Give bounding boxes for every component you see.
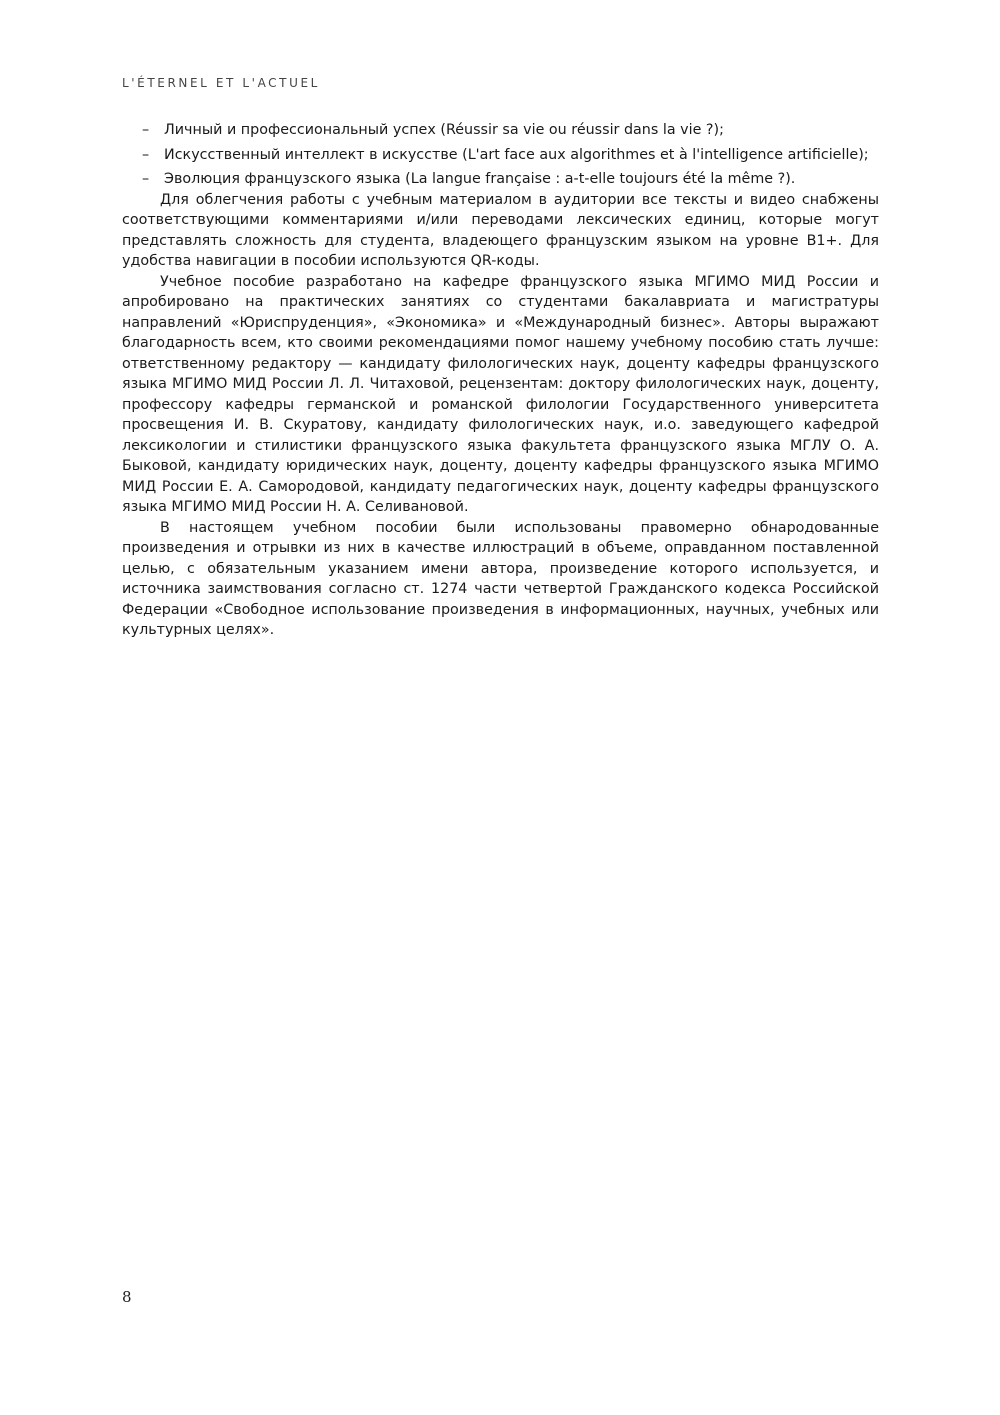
list-item (122, 169, 879, 190)
paragraph-copyright: В настоящем учебном пособии были использованы правомерно обнародованные произведения и отрывки из них в качестве иллюстраций в объеме, оправданном поставленной целью, с обязательным указанием имени автора, произведение которого используется, и источника заимствования согласно ст. 1274 части четвертой Гражданского кодекса Российской Федерации «Свободное использование произведения в информационных, научных, учебных или культурных целях». (122, 519, 879, 638)
paragraph-navigation: Для облегчения работы с учебным материалом в аудитории все тексты и видео снабжены соответствующими комментариями и/или переводами лексических единиц, которые могут представлять сложность для студента, владеющего французским языком на уровне B1+. Для удобства навигации в пособии используются QR-коды. (122, 191, 879, 269)
paragraph-acknowledgements: Учебное пособие разработано на кафедре французского языка МГИМО МИД России и апробировано на практических занятиях со студентами бакалавриата и магистратуры направлений «Юриспруденция», «Экономика» и «Международный бизнес». Авторы выражают благодарность всем, кто своими рекомендациями помог нашему учебному пособию стать лучше: ответственному редактору — кандидату филологических наук, доценту кафедры французского языка МГИМО МИД России Л. Л. Читаховой, рецензентам: доктору филологических наук, доценту, профессору кафедры германской и романской филологии Государственного университета просвещения И. В. Скуратову, кандидату филологических наук, и.о. заведующего кафедрой лексикологии и стилистики французского языка факультета французского языка МГЛУ О. А. Быковой, кандидату юридических наук, доценту, доценту кафедры французского языка МГИМО МИД России Е. А. Самородовой, кандидату педагогических наук, доценту кафедры французского языка МГИМО МИД России Н. А. Селивановой. (122, 273, 879, 515)
list-item-text: Искусственный интеллект в искусстве (L'art face aux algorithmes et à l'intelligence artificielle); (164, 146, 869, 163)
page-number: 8 (122, 1288, 132, 1306)
page-body (122, 120, 879, 641)
list-item (122, 120, 879, 141)
topic-list (122, 120, 879, 190)
dash-bullet: – (142, 171, 150, 187)
dash-bullet: – (142, 122, 150, 138)
list-item (122, 145, 879, 166)
dash-bullet: – (142, 146, 150, 163)
list-item-text: Личный и профессиональный успех (Réussir sa vie ou réussir dans la vie ?); (164, 122, 724, 138)
list-item-text: Эволюция французского языка (La langue française : a-t-elle toujours été la même ?). (164, 171, 796, 187)
running-header: L'ÉTERNEL ET L'ACTUEL (122, 76, 320, 90)
